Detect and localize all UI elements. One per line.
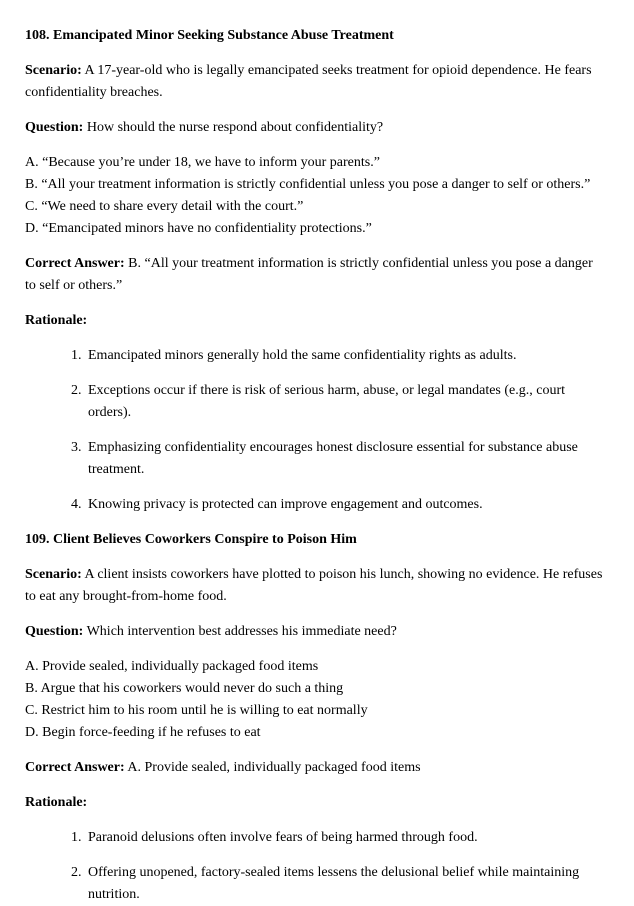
option-d: D. Begin force-feeding if he refuses to eat	[25, 725, 261, 740]
correct-answer-text: B. “All your treatment information is strictly confidential unless you pose a danger to self or others.”	[25, 256, 593, 293]
rationale-item: 1. Emancipated minors generally hold the same confidentiality rights as adults.	[85, 345, 603, 367]
scenario-text: A 17-year-old who is legally emancipated seeks treatment for opioid dependence. He fears confidentiality breaches.	[25, 63, 592, 100]
rationale-heading	[25, 310, 603, 332]
rationale-label: Rationale:	[25, 313, 88, 328]
question-label: Question:	[25, 624, 84, 639]
option-c: C. “We need to share every detail with the court.”	[25, 199, 304, 214]
question-heading: 108. Emancipated Minor Seeking Substance Abuse Treatment	[25, 28, 394, 43]
rationale-item: 4. Knowing privacy is protected can improve engagement and outcomes.	[85, 494, 603, 516]
correct-answer-label: Correct Answer:	[25, 760, 125, 775]
options-block	[25, 656, 603, 744]
rationale-item: 2. Exceptions occur if there is risk of serious harm, abuse, or legal mandates (e.g., court orders).	[85, 380, 603, 424]
option-d: D. “Emancipated minors have no confidentiality protections.”	[25, 221, 372, 236]
rationale-item: 2. Offering unopened, factory-sealed items lessens the delusional belief while maintaining nutrition.	[85, 862, 603, 906]
question-paragraph	[25, 621, 603, 643]
options-block	[25, 152, 603, 240]
option-a: A. Provide sealed, individually packaged food items	[25, 659, 319, 674]
scenario-label: Scenario:	[25, 63, 82, 78]
option-b: B. Argue that his coworkers would never do such a thing	[25, 681, 344, 696]
question-heading: 109. Client Believes Coworkers Conspire to Poison Him	[25, 532, 357, 547]
rationale-item: 3. Emphasizing confidentiality encourages honest disclosure essential for substance abuse treatment.	[85, 437, 603, 481]
option-a: A. “Because you’re under 18, we have to inform your parents.”	[25, 155, 380, 170]
question-paragraph	[25, 117, 603, 139]
question-text: How should the nurse respond about confidentiality?	[83, 120, 384, 135]
question-label: Question:	[25, 120, 84, 135]
rationale-label: Rationale:	[25, 795, 88, 810]
rationale-heading	[25, 792, 603, 814]
scenario-paragraph	[25, 60, 603, 104]
correct-answer-label: Correct Answer:	[25, 256, 125, 271]
rationale-item: 1. Paranoid delusions often involve fears of being harmed through food.	[85, 827, 603, 849]
rationale-list	[25, 345, 603, 516]
correct-answer-paragraph	[25, 253, 603, 297]
correct-answer-text: A. Provide sealed, individually packaged food items	[124, 760, 421, 775]
scenario-paragraph	[25, 564, 603, 608]
scenario-text: A client insists coworkers have plotted to poison his lunch, showing no evidence. He refuses to eat any brought-from-home food.	[25, 567, 603, 604]
document-content	[25, 25, 603, 906]
question-text: Which intervention best addresses his immediate need?	[83, 624, 397, 639]
question-block-109	[25, 529, 603, 906]
scenario-label: Scenario:	[25, 567, 82, 582]
option-b: B. “All your treatment information is strictly confidential unless you pose a danger to self or others.”	[25, 177, 591, 192]
correct-answer-paragraph	[25, 757, 603, 779]
option-c: C. Restrict him to his room until he is willing to eat normally	[25, 703, 368, 718]
rationale-list	[25, 827, 603, 906]
question-block-108	[25, 25, 603, 516]
